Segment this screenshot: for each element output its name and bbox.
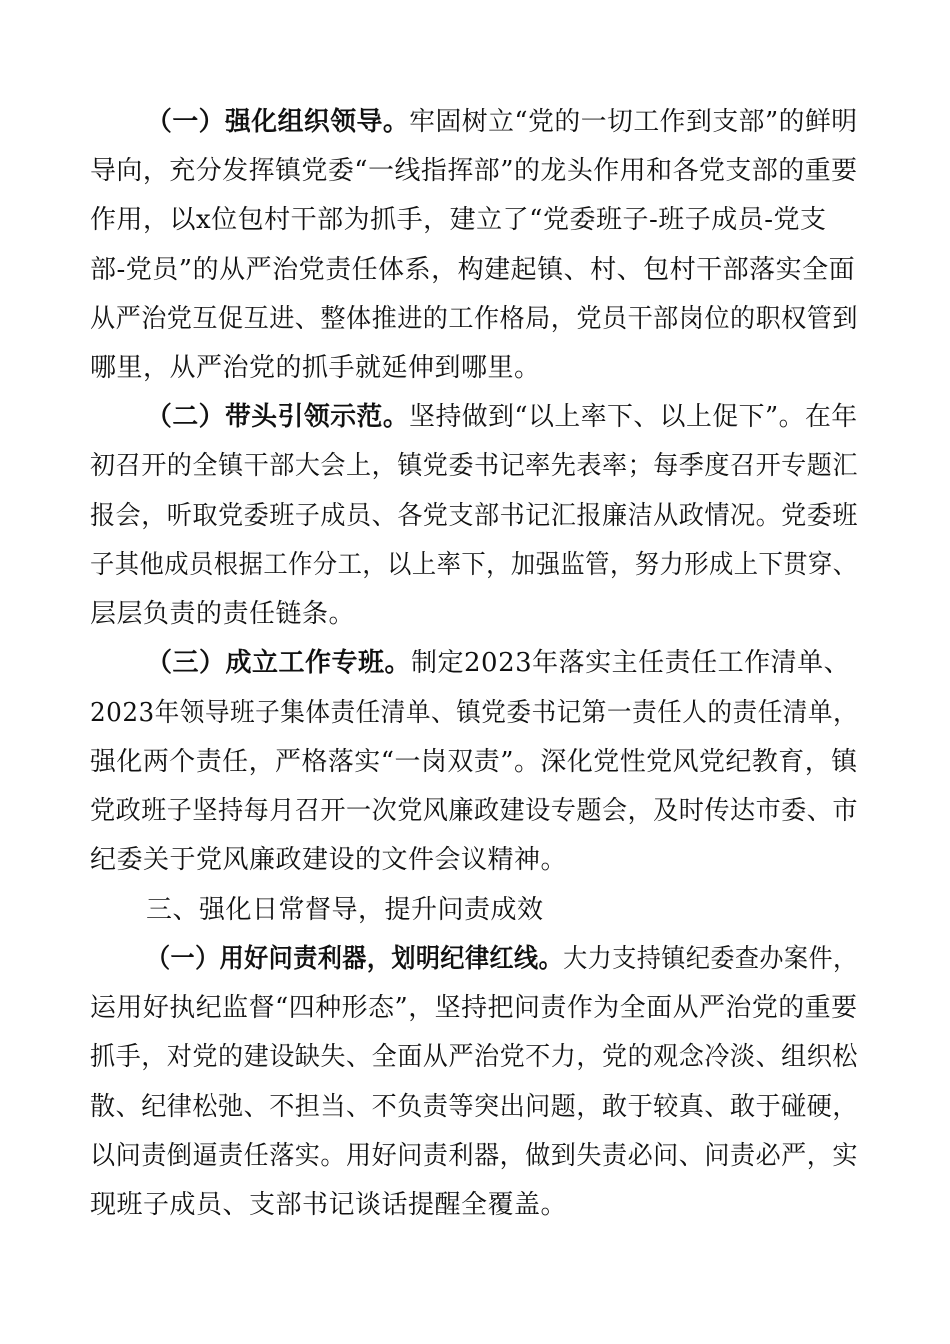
section-paragraph-line: 现班子成员、支部书记谈话提醒全覆盖。 — [90, 1190, 568, 1220]
paragraph-3-first-line — [146, 647, 850, 679]
paragraph-1-line: 导向，充分发挥镇党委“一线指挥部”的龙头作用和各党支部的重要 — [90, 156, 858, 186]
paragraph-2-line: 层层负责的责任链条。 — [90, 599, 356, 629]
paragraph-2-first-line — [146, 401, 858, 433]
paragraph-3-line: 强化两个责任，严格落实“一岗双责”。深化党性党风党纪教育，镇 — [90, 747, 858, 777]
paragraph-3-line: 2023年领导班子集体责任清单、镇党委书记第一责任人的责任清单， — [90, 698, 859, 728]
section-paragraph-first-line — [146, 943, 858, 975]
paragraph-2-line: 子其他成员根据工作分工，以上率下，加强监管，努力形成上下贯穿、 — [90, 550, 858, 580]
section-paragraph-text: 大力支持镇纪委查办案件， — [563, 944, 858, 974]
section-heading: 三、强化日常督导，提升问责成效 — [146, 895, 544, 925]
section-paragraph-line: 抓手，对党的建设缺失、全面从严治党不力，党的观念冷淡、组织松 — [90, 1042, 858, 1072]
paragraph-3-heading: （三）成立工作专班。 — [146, 648, 412, 678]
section-paragraph-heading: （一）用好问责利器，划明纪律红线。 — [146, 944, 564, 974]
paragraph-2-line: 初召开的全镇干部大会上，镇党委书记率先表率；每季度召开专题汇 — [90, 451, 858, 481]
paragraph-2-line: 报会，听取党委班子成员、各党支部书记汇报廉洁从政情况。党委班 — [90, 501, 858, 531]
paragraph-2-text: 坚持做到“以上率下、以上促下”。在年 — [409, 402, 858, 432]
paragraph-3-line: 纪委关于党风廉政建设的文件会议精神。 — [90, 845, 568, 875]
paragraph-3-line: 党政班子坚持每月召开一次党风廉政建设专题会，及时传达市委、市 — [90, 796, 858, 826]
paragraph-1-first-line — [146, 106, 858, 138]
paragraph-1-line: 哪里，从严治党的抓手就延伸到哪里。 — [90, 353, 541, 383]
section-paragraph-line: 散、纪律松弛、不担当、不负责等突出问题，敢于较真、敢于碰硬， — [90, 1092, 858, 1122]
section-paragraph-line: 以问责倒逼责任落实。用好问责利器，做到失责必问、问责必严，实 — [90, 1141, 858, 1171]
paragraph-1-line: 部-党员”的从严治党责任体系，构建起镇、村、包村干部落实全面 — [90, 255, 856, 285]
paragraph-1-line: 从严治党互促互进、整体推进的工作格局，党员干部岗位的职权管到 — [90, 304, 858, 334]
paragraph-2-heading: （二）带头引领示范。 — [146, 402, 410, 432]
paragraph-3-text: 制定2023年落实主任责任工作清单、 — [411, 648, 851, 678]
paragraph-1-text: 牢固树立“党的一切工作到支部”的鲜明 — [409, 107, 858, 137]
section-paragraph-line: 运用好执纪监督“四种形态”，坚持把问责作为全面从严治党的重要 — [90, 993, 858, 1023]
paragraph-1-heading: （一）强化组织领导。 — [146, 107, 410, 137]
paragraph-1-line: 作用，以x位包村干部为抓手，建立了“党委班子-班子成员-党支 — [90, 205, 827, 235]
